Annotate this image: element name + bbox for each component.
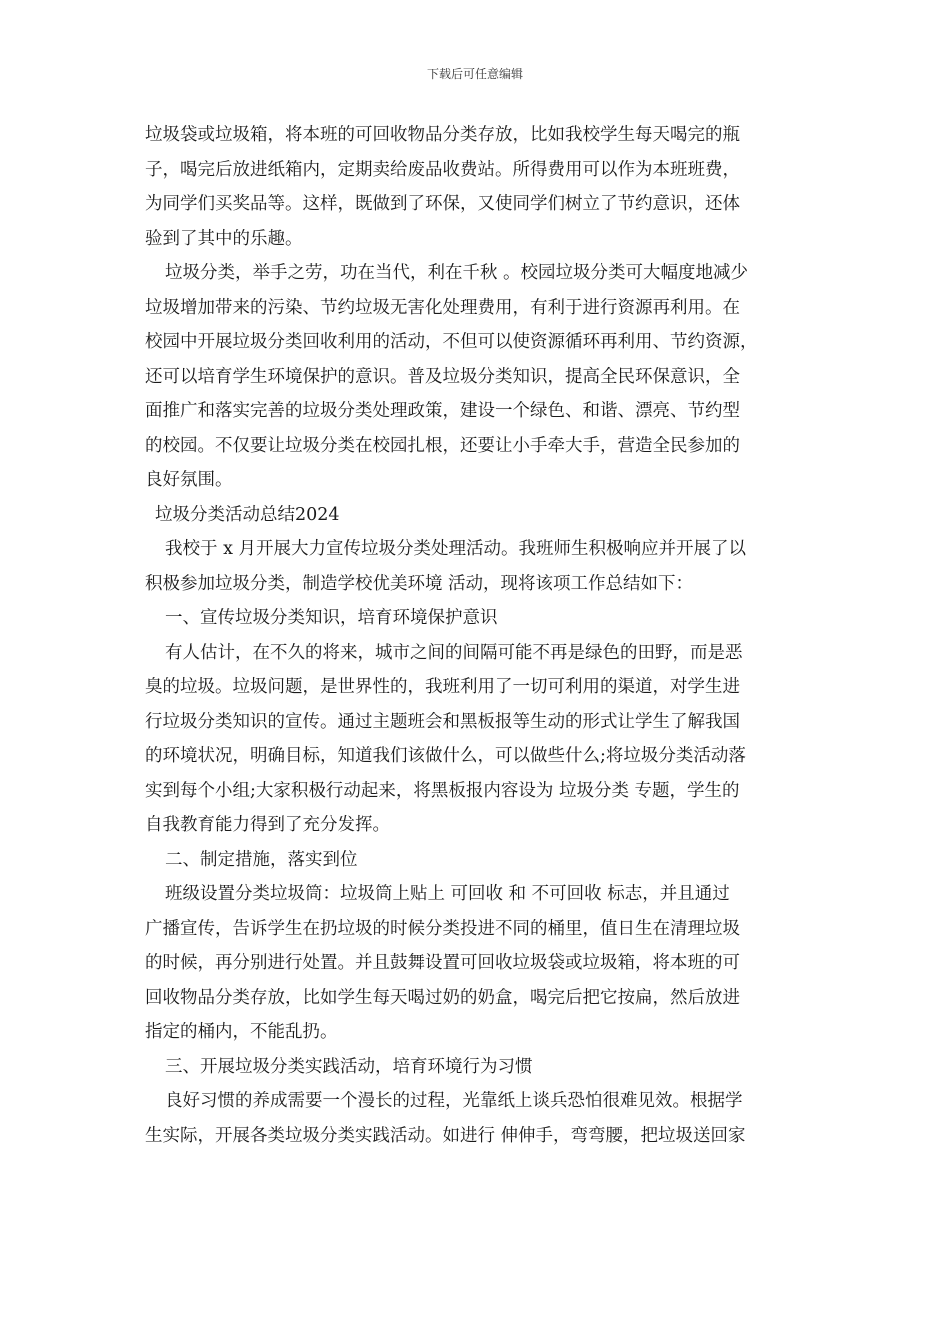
text-line: 回收物品分类存放，比如学生每天喝过奶的奶盒，喝完后把它按扁，然后放进	[145, 987, 740, 1008]
text-line: 三、开展垃圾分类实践活动，培育环境行为习惯	[165, 1056, 533, 1077]
text-line: 自我教育能力得到了充分发挥。	[145, 815, 390, 835]
text-line: 行垃圾分类知识的宣传。通过主题班会和黑板报等生动的形式让学生了解我国	[145, 711, 740, 732]
text-line: 的时候，再分别进行处置。并且鼓舞设置可回收垃圾袋或垃圾箱，将本班的可	[145, 953, 740, 973]
text-line: 垃圾分类活动总结2024	[155, 504, 340, 525]
text-line: 校园中开展垃圾分类回收利用的活动，不但可以使资源循环再利用、节约资源，	[145, 332, 758, 352]
text-line: 还可以培育学生环境保护的意识。普及垃圾分类知识，提高全民环保意识，全	[145, 366, 740, 387]
page-header: 下载后可任意编辑	[426, 67, 523, 81]
text-line: 有人估计，在不久的将来，城市之间的间隔可能不再是绿色的田野，而是恶	[165, 642, 743, 663]
text-line: 为同学们买奖品等。这样，既做到了环保，又使同学们树立了节约意识，还体	[145, 194, 740, 214]
text-line: 臭的垃圾。垃圾问题，是世界性的，我班利用了一切可利用的渠道，对学生进	[145, 677, 740, 697]
text-line: 生实际，开展各类垃圾分类实践活动。如进行 伸伸手，弯弯腰，把垃圾送回家	[145, 1125, 746, 1146]
document-body	[145, 118, 815, 1153]
text-line: 验到了其中的乐趣。	[145, 228, 303, 249]
text-line: 实到每个小组;大家积极行动起来，将黑板报内容设为 垃圾分类 专题，学生的	[145, 780, 740, 801]
text-line: 一、宣传垃圾分类知识，培育环境保护意识	[165, 608, 498, 628]
text-line: 指定的桶内，不能乱扔。	[145, 1022, 338, 1042]
text-line: 广播宣传，告诉学生在扔垃圾的时候分类投进不同的桶里，值日生在清理垃圾	[145, 918, 740, 939]
text-line: 子，喝完后放进纸箱内，定期卖给废品收费站。所得费用可以作为本班班费，	[145, 159, 740, 180]
text-line: 我校于 x 月开展大力宣传垃圾分类处理活动。我班师生积极响应并开展了以	[165, 539, 746, 559]
text-line: 良好习惯的养成需要一个漫长的过程，光靠纸上谈兵恐怕很难见效。根据学	[165, 1091, 743, 1111]
text-line: 良好氛围。	[145, 470, 233, 490]
text-line: 积极参加垃圾分类，制造学校优美环境 活动，现将该项工作总结如下：	[145, 573, 694, 594]
text-line: 的环境状况，明确目标，知道我们该做什么，可以做些什么;将垃圾分类活动落	[145, 746, 746, 766]
text-line: 的校园。不仅要让垃圾分类在校园扎根，还要让小手牵大手，营造全民参加的	[145, 435, 740, 456]
text-line: 面推广和落实完善的垃圾分类处理政策，建设一个绿色、和谐、漂亮、节约型	[145, 401, 740, 421]
text-line: 二、制定措施，落实到位	[165, 849, 358, 870]
text-line: 班级设置分类垃圾筒：垃圾筒上贴上 可回收 和 不可回收 标志，并且通过	[165, 884, 730, 904]
text-line: 垃圾分类，举手之劳，功在当代，利在千秋 。校园垃圾分类可大幅度地减少	[165, 263, 749, 283]
text-line: 垃圾增加带来的污染、节约垃圾无害化处理费用，有利于进行资源再利用。在	[145, 297, 740, 318]
text-line: 垃圾袋或垃圾箱，将本班的可回收物品分类存放，比如我校学生每天喝完的瓶	[145, 125, 740, 145]
